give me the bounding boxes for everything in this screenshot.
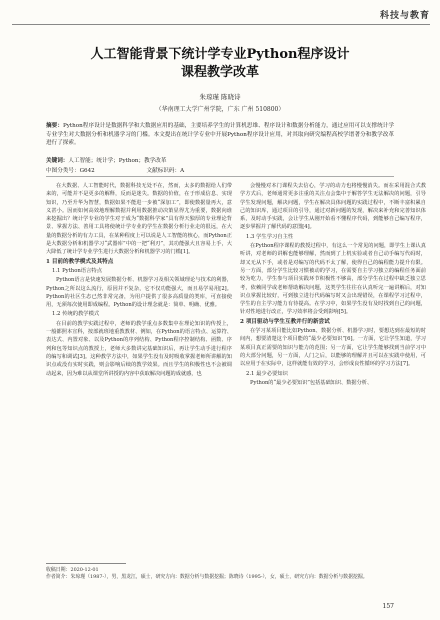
- subsection-heading: 1.2 传统的教学模式: [52, 311, 100, 318]
- subsection-heading: 1.1 Python语言特点: [52, 267, 102, 274]
- section-heading: 1 目前的教学模式及其特点: [46, 258, 114, 265]
- subsection-heading: 2.1 最少必要知识: [246, 370, 288, 377]
- body-paragraph: Python语言是快速发展数据分析、机器学习及相关领域理论与技术的利器，Python之所以这么流行，原因并不复杂，它不仅功能强大，而且易学易用[2]。Python的社区生态已然非常完备，为用户提供了很多高质量的类库，可直接使用，无须每次使用即成编程。Python的设计理念就是：简单、明确、优雅。: [46, 277, 232, 309]
- author-bio: 作者简介：朱琼瑾（1987-），男，黑龙江，硕士，研究方向：数据分析与数据挖掘；陈晓诗（1995-），女，硕士，研究方向：数据分析与数据挖掘。: [46, 574, 368, 581]
- received-date: 收稿日期：2020-12-01: [46, 567, 99, 573]
- clc-number: 中图分类号：G642: [46, 168, 95, 174]
- abstract: [46, 122, 394, 148]
- keywords: [46, 156, 394, 164]
- left-column: [46, 182, 232, 378]
- body-paragraph: 在学习某项目能比如Python、数据分析、机器学习时，要想达到在最短的时间内，想要清楚这个项目能的“最少必要知识”[6]。一方面，它让学生知道，学习某项目真正需要的知识与能力的范围；另一方面，它让学生能够找到当前学习中的大部分问题，另一方面，人门之后，以能够的理解并且可以在实践中使用，可以应用于在实际中，这样就能有效的学习，会形成良性循环的学习方法[7]。: [240, 328, 426, 368]
- journal-section-header: 科技与教育: [379, 11, 430, 21]
- right-column: [240, 182, 426, 387]
- abstract-text: Python程序设计是数据科学和大数据应用的基础，主要培养学生的计算机思维、程序设计和数据分析能力，通过应用可以支撑统计学专业学生对大数据分析和机器学习的门槛。本文提出在统计学专业中开展Python程序设计应用，对其取向研究编程高校学谱著分和教学改革进行了探索。: [46, 123, 394, 147]
- subsection-heading: 1.3 学生学习自主性: [246, 233, 294, 240]
- keywords-label: 关键词：: [46, 158, 69, 164]
- page-number: 157: [382, 603, 394, 610]
- body-paragraph: 会慢慢对本门课程失去信心，学习的动力也将慢慢消失。而在采用混合式教学方式后，老师通常更多注重的关注点会集中于解答学生无法解决的问题，引导学生发现问题，解决问题，学生在解决具体问题的实践过程中，不断丰富积累自己的知识库，通过项目的引导，通过对新问题的发现，解决来补充和完善知识体系，及时动手实践，会让学生从刚开始看不懂程序代码，到能够自己编写程序，逐步掌握并了解代码的意图[4]。: [240, 183, 426, 231]
- body-paragraph: 在Python程序课程的教授过程中，有这么一个常见的问题，即学生上课认真听讲，对老师的讲解也能够理解，然而到了上机实验或者自己动手编写代码时，却又无从下手，或者是对编写的代码不太了解，使得自己的编程能力提升有限。另一方面，部分学生比较习惯被动的学习，在需要自主学习独立的编程任务面前较为吃力，学生参与项目实践环节积极性不够高，部分学生在过程中缺乏独立思考，依赖同学或老师帮助解决问题，这类学生往往在认真听完一遍讲解后，对知识点掌握比较好，可到独立进行代码编写时又会出现错误，在课程学习过程中，学生的自主学习能力有待提高。在学习中，如果学生没有及时找到自己的问题，针对性地进行改正，学习效率将会受到影响[5]。: [240, 243, 426, 316]
- title-line-2: 课程教学改革: [180, 65, 259, 80]
- abstract-divider: [46, 176, 394, 177]
- keywords-text: 人工智能；统计学；Python；教学改革: [68, 158, 167, 164]
- author-names: 朱琼瑾 陈晓诗: [199, 93, 241, 101]
- title-line-1: 人工智能背景下统计学专业Python程序设计: [90, 47, 350, 62]
- abstract-label: 摘要：: [46, 123, 63, 129]
- footnote: [46, 567, 394, 581]
- footnote-divider: [46, 563, 126, 564]
- document-code: 文献标识码：A: [146, 168, 185, 174]
- author-affiliation: （华南理工大学广州学院，广东 广州 510800）: [155, 106, 285, 113]
- classification-line: [46, 166, 394, 174]
- section-heading: 2 项目驱动与学生互教并行的新尝试: [240, 318, 330, 325]
- paper-title: [20, 46, 420, 82]
- body-paragraph: 在大数据、人工智能时代，数据科技无处不在，然而，太多的数据给人们带来的，可能并不是更多的解释，反而是迷失。数据的价值，在于形成信息、实现知识，乃至升华为智慧，数据如果不能进一步被“深加工”，即使数据量再大，意义甚小。因而如何高效地理解数据并利用数据推动决策显得尤为重要，数据向谁来挖掘出？统计学专业的学生对于成为“数据科学家”具有得天独厚的专业理论背景、掌握方法、善用工具将使统计学专业的学生在数据分析行业走的很远，在大量的数据分析的有力工具，在某种程度上可以说是人工智能的核心，而Python正是大数据分析和机器学习“武器库”中的一把“利刃”，其功能强大且容易上手，大大降低了统计学专业学生进行大数据分析和机器学习的门槛[1]。: [46, 183, 232, 256]
- body-paragraph: 在目前的教学实践过程中，老师的教学重点多数集中在理论知识的传授上，一般都照本宣科，按部就班地重教教材、例如，在Python的语言特点、运算符、表达式、内置对象、以及Python的序列结构、Python程序控制结构、函数、序列和包等知识点的教授上，老师大多数讲完基础知识后，再让学生动手进行程序的编写和调试[3]。这种教学方法中，如果学生没有及时吸收掌握老师所讲解的知识点或没有实时实践，则会影响后续的教学效果。而且学生的积极性也不会被调动起来，因为难以从课堂所讲授的内容中获取解决问题的成就感，也: [46, 320, 232, 377]
- header-divider: [12, 24, 430, 25]
- body-paragraph: Python的“最少必要知识”包括基础知识、数据分析、: [250, 379, 373, 386]
